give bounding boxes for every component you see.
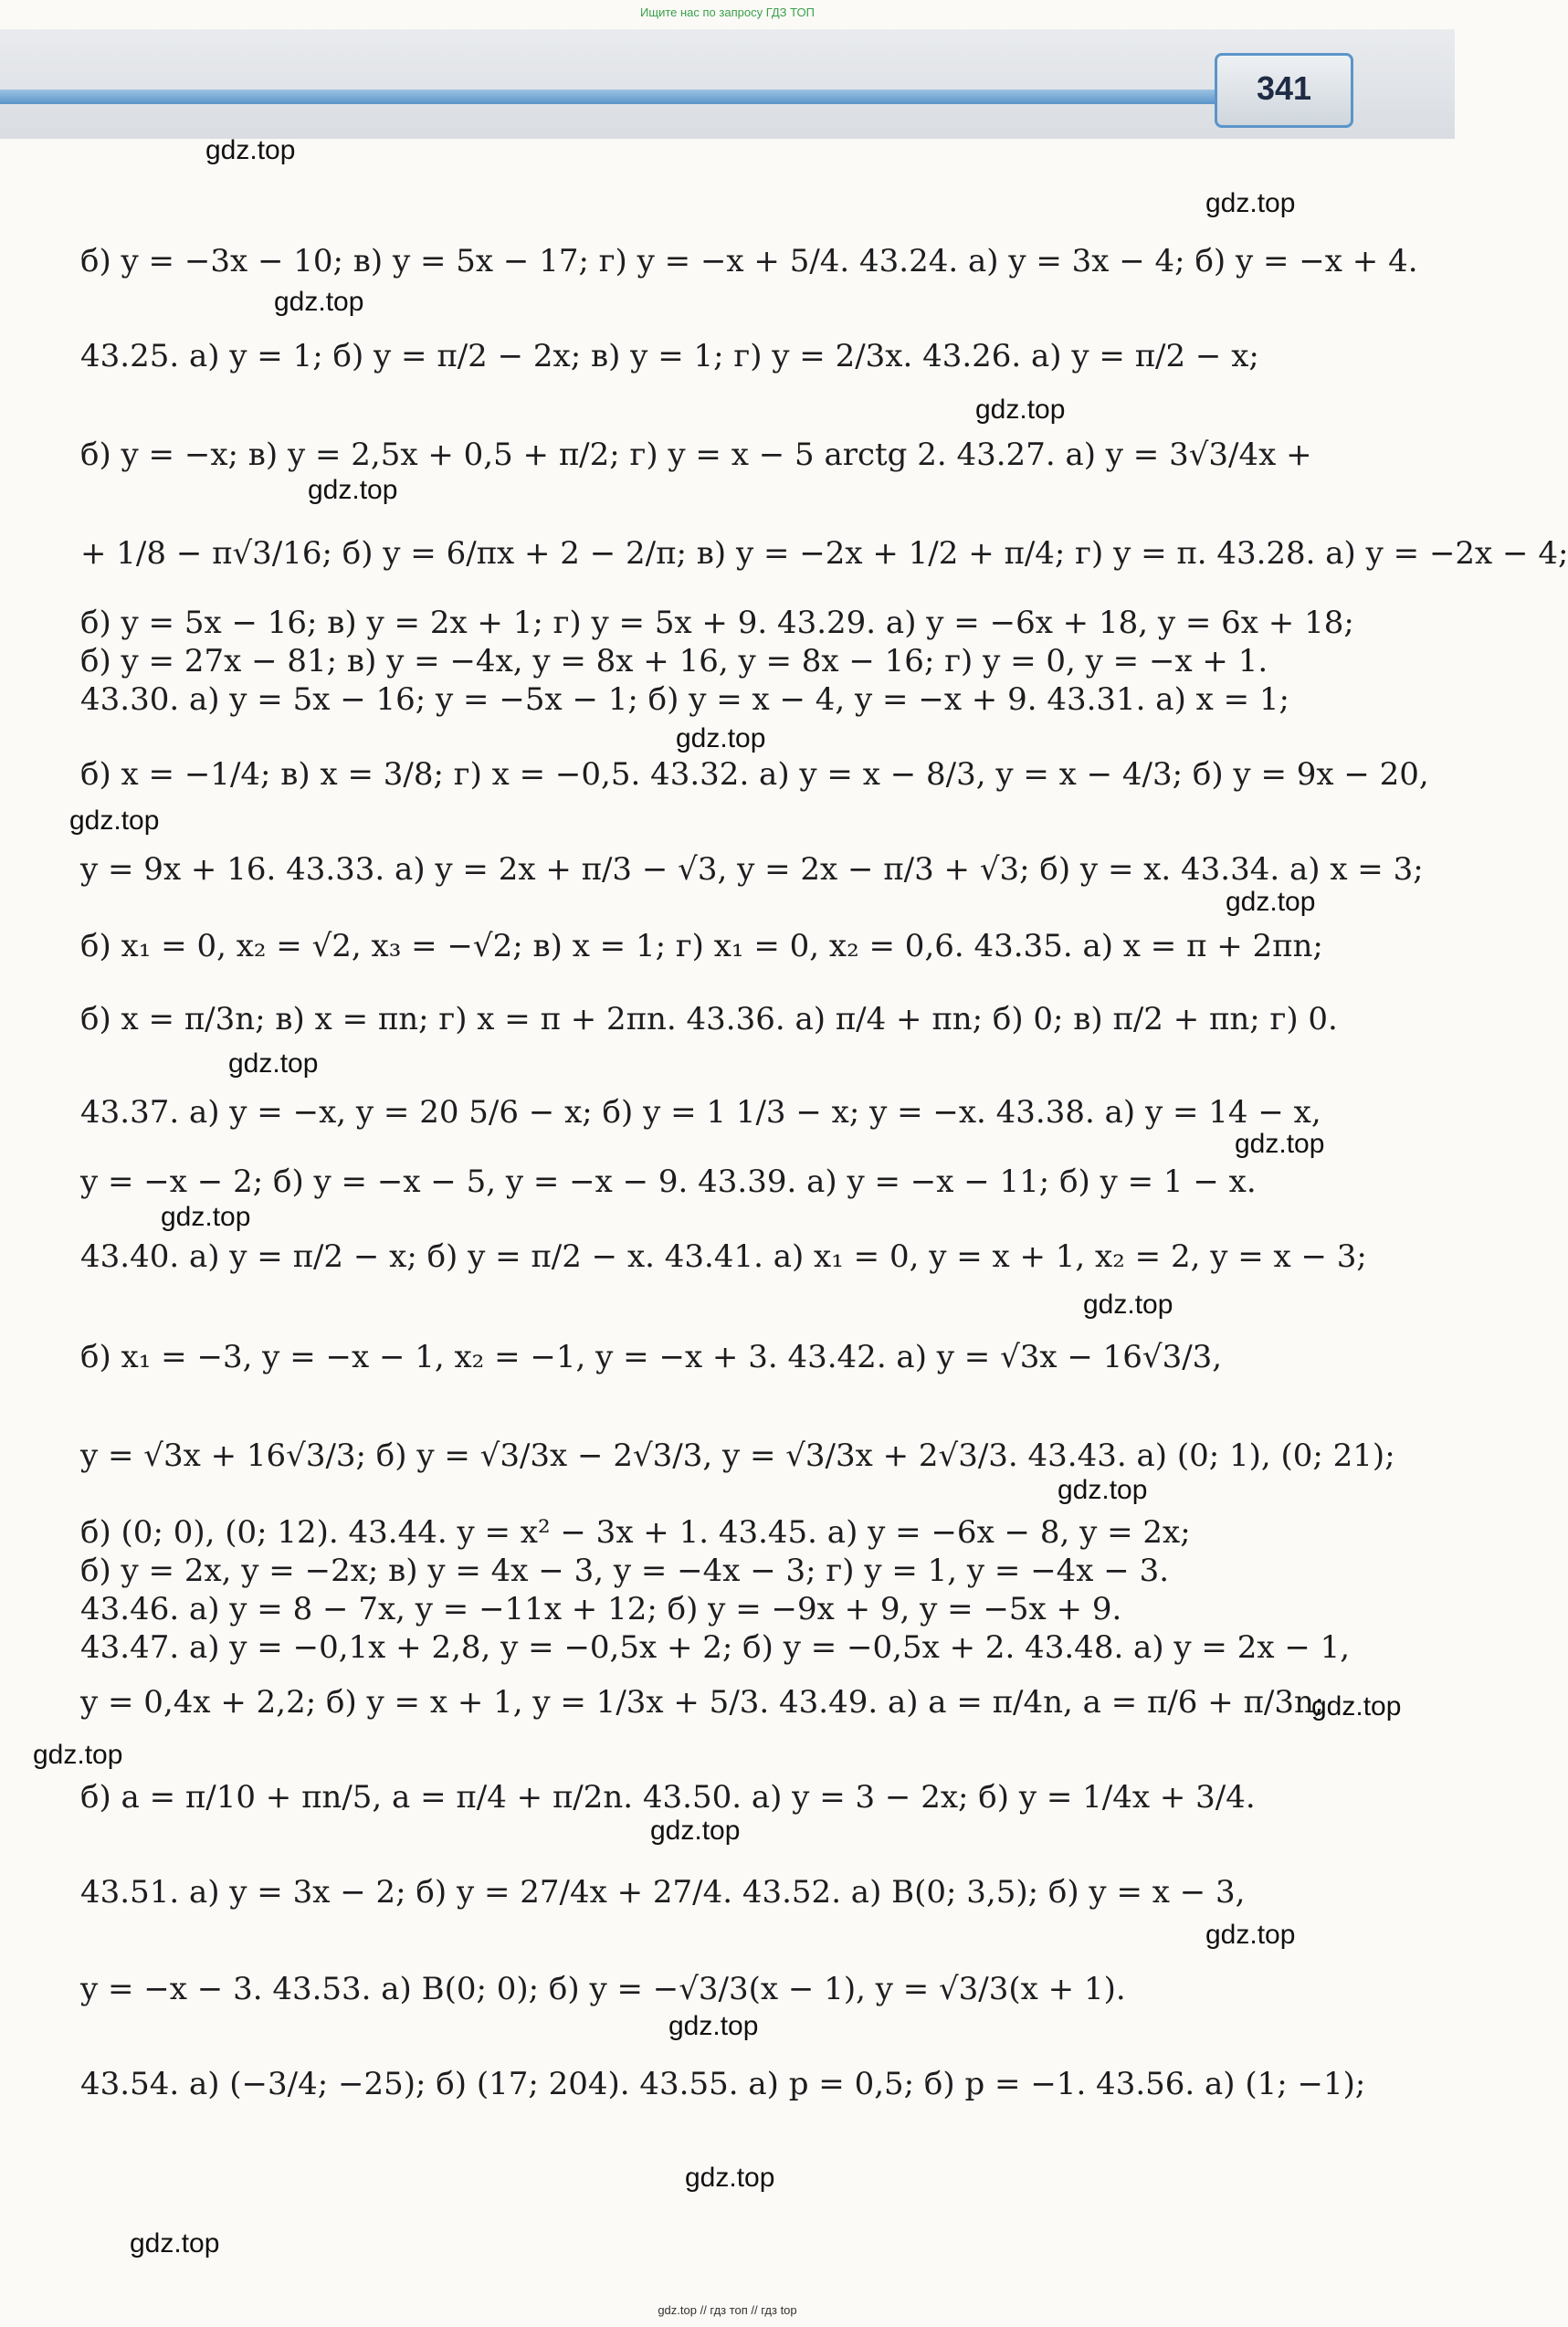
answer-line: 43.51. а) y = 3x − 2; б) y = 27/4x + 27/4. 43.52. а) B(0; 3,5); б) y = x − 3, — [80, 1874, 1246, 1911]
watermark: gdz.top — [130, 2228, 220, 2259]
answer-line: y = √3x + 16√3/3; б) y = √3/3x − 2√3/3, y = √3/3x + 2√3/3. 43.43. а) (0; 1), (0; 21); — [80, 1437, 1395, 1474]
watermark: gdz.top — [668, 2011, 759, 2041]
answer-line: б) a = π/10 + πn/5, a = π/4 + π/2n. 43.50. а) y = 3 − 2x; б) y = 1/4x + 3/4. — [80, 1779, 1256, 1816]
answer-line: б) x₁ = −3, y = −x − 1, x₂ = −1, y = −x + 3. 43.42. а) y = √3x − 16√3/3, — [80, 1339, 1223, 1375]
answer-line: б) y = 2x, y = −2x; в) y = 4x − 3, y = −4x − 3; г) y = 1, y = −4x − 3. — [80, 1553, 1170, 1589]
answer-line: б) x₁ = 0, x₂ = √2, x₃ = −√2; в) x = 1; г) x₁ = 0, x₂ = 0,6. 43.35. а) x = π + 2πn; — [80, 928, 1323, 964]
answer-line: 43.54. а) (−3/4; −25); б) (17; 204). 43.55. а) p = 0,5; б) p = −1. 43.56. а) (1; −1); — [80, 2066, 1366, 2102]
page-number: 341 — [1256, 69, 1312, 107]
answer-line: + 1/8 − π√3/16; б) y = 6/πx + 2 − 2/π; в) y = −2x + 1/2 + π/4; г) y = π. 43.28. а) y = −2x − 4; — [80, 535, 1568, 572]
answer-line: 43.30. а) y = 5x − 16; y = −5x − 1; б) y = x − 4, y = −x + 9. 43.31. а) x = 1; — [80, 681, 1290, 718]
watermark: gdz.top — [308, 475, 398, 505]
header-stripe — [0, 90, 1260, 104]
watermark: gdz.top — [1205, 1920, 1296, 1950]
answer-line: y = 9x + 16. 43.33. а) y = 2x + π/3 − √3, y = 2x − π/3 + √3; б) y = x. 43.34. а) x = 3; — [80, 851, 1424, 888]
watermark: gdz.top — [1083, 1290, 1173, 1320]
watermark: gdz.top — [33, 1740, 123, 1770]
answer-line: y = 0,4x + 2,2; б) y = x + 1, y = 1/3x + 5/3. 43.49. а) a = π/4n, a = π/6 + π/3n; — [80, 1684, 1325, 1721]
answer-line: 43.40. а) y = π/2 − x; б) y = π/2 − x. 43.41. а) x₁ = 0, y = x + 1, x₂ = 2, y = x − 3; — [80, 1238, 1367, 1275]
watermark: gdz.top — [1311, 1691, 1402, 1722]
answer-line: y = −x − 3. 43.53. а) B(0; 0); б) y = −√3/3(x − 1), y = √3/3(x + 1). — [80, 1971, 1126, 2007]
watermark: gdz.top — [975, 395, 1066, 425]
watermark: gdz.top — [205, 135, 296, 165]
watermark: gdz.top — [1058, 1475, 1148, 1505]
answer-line: б) y = −x; в) y = 2,5x + 0,5 + π/2; г) y = x − 5 arctg 2. 43.27. а) y = 3√3/4x + — [80, 437, 1312, 473]
answer-line: б) (0; 0), (0; 12). 43.44. y = x² − 3x + 1. 43.45. а) y = −6x − 8, y = 2x; — [80, 1514, 1191, 1551]
answer-line: б) x = π/3n; в) x = πn; г) x = π + 2πn. 43.36. а) π/4 + πn; б) 0; в) π/2 + πn; г) 0. — [80, 1001, 1338, 1037]
watermark: gdz.top — [1226, 887, 1316, 917]
watermark: gdz.top — [161, 1202, 251, 1232]
watermark: gdz.top — [1205, 188, 1296, 218]
answer-line: y = −x − 2; б) y = −x − 5, y = −x − 9. 43.39. а) y = −x − 11; б) y = 1 − x. — [80, 1164, 1257, 1200]
answer-line: б) y = −3x − 10; в) y = 5x − 17; г) y = −x + 5/4. 43.24. а) y = 3x − 4; б) y = −x + 4. — [80, 243, 1418, 279]
watermark: gdz.top — [650, 1816, 741, 1846]
answer-line: б) x = −1/4; в) x = 3/8; г) x = −0,5. 43.32. а) y = x − 8/3, y = x − 4/3; б) y = 9x − 20, — [80, 756, 1429, 793]
watermark: gdz.top — [69, 806, 160, 836]
watermark: gdz.top — [685, 2163, 775, 2193]
answer-line: б) y = 5x − 16; в) y = 2x + 1; г) y = 5x + 9. 43.29. а) y = −6x + 18, y = 6x + 18; — [80, 605, 1354, 641]
watermark: gdz.top — [676, 723, 766, 753]
answer-line: б) y = 27x − 81; в) y = −4x, y = 8x + 16, y = 8x − 16; г) y = 0, y = −x + 1. — [80, 643, 1268, 679]
answer-line: 43.25. а) y = 1; б) y = π/2 − 2x; в) y = 1; г) y = 2/3x. 43.26. а) y = π/2 − x; — [80, 338, 1259, 374]
answer-line: 43.47. а) y = −0,1x + 2,8, y = −0,5x + 2; б) y = −0,5x + 2. 43.48. а) y = 2x − 1, — [80, 1629, 1351, 1666]
watermark: gdz.top — [274, 287, 364, 317]
answer-line: 43.46. а) y = 8 − 7x, y = −11x + 12; б) y = −9x + 9, y = −5x + 9. — [80, 1591, 1122, 1627]
footer: gdz.top // гдз топ // гдз top — [658, 2303, 797, 2317]
top-banner: Ищите нас по запросу ГДЗ ТОП — [640, 5, 815, 19]
answer-line: 43.37. а) y = −x, y = 20 5/6 − x; б) y = 1 1/3 − x; y = −x. 43.38. а) y = 14 − x, — [80, 1094, 1321, 1131]
watermark: gdz.top — [1235, 1129, 1325, 1159]
watermark: gdz.top — [228, 1048, 319, 1079]
